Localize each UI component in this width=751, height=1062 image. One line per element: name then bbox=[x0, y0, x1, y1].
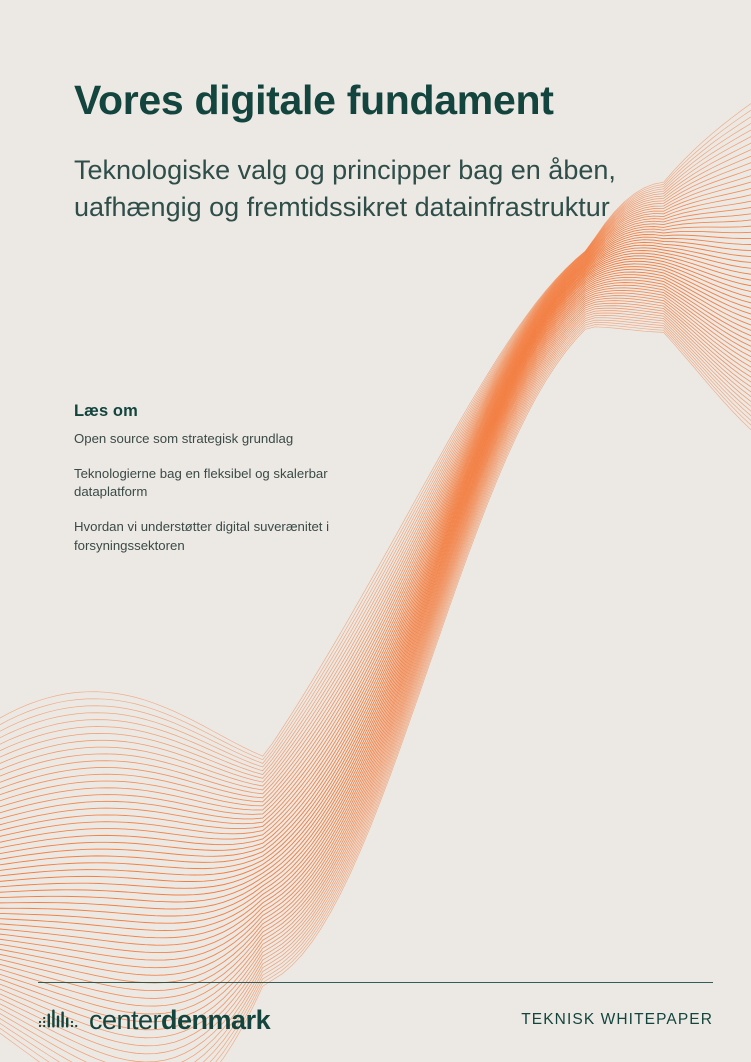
read-about-item: Teknologierne bag en fleksibel og skalerbar dataplatform bbox=[74, 465, 328, 500]
logo-word-center: center bbox=[89, 1004, 162, 1035]
document-type-label: TEKNISK WHITEPAPER bbox=[521, 1011, 713, 1028]
footer bbox=[38, 996, 713, 1044]
center-denmark-logo-icon bbox=[38, 1007, 80, 1033]
page-title: Vores digitale fundament bbox=[74, 77, 554, 123]
read-about-heading: Læs om bbox=[74, 402, 138, 420]
footer-divider bbox=[38, 982, 713, 983]
page-subtitle: Teknologiske valg og principper bag en åben, uafhængig og fremtidssikret datainfrastruktur bbox=[74, 155, 616, 223]
read-about-block bbox=[74, 402, 404, 556]
read-about-item: Hvordan vi understøtter digital suverænitet i forsyningssektoren bbox=[74, 519, 330, 553]
logo-wordmark bbox=[89, 1004, 271, 1035]
logo-word-denmark: denmark bbox=[161, 1004, 271, 1035]
logo bbox=[38, 1004, 271, 1035]
read-about-item: Open source som strategisk grundlag bbox=[74, 431, 294, 446]
